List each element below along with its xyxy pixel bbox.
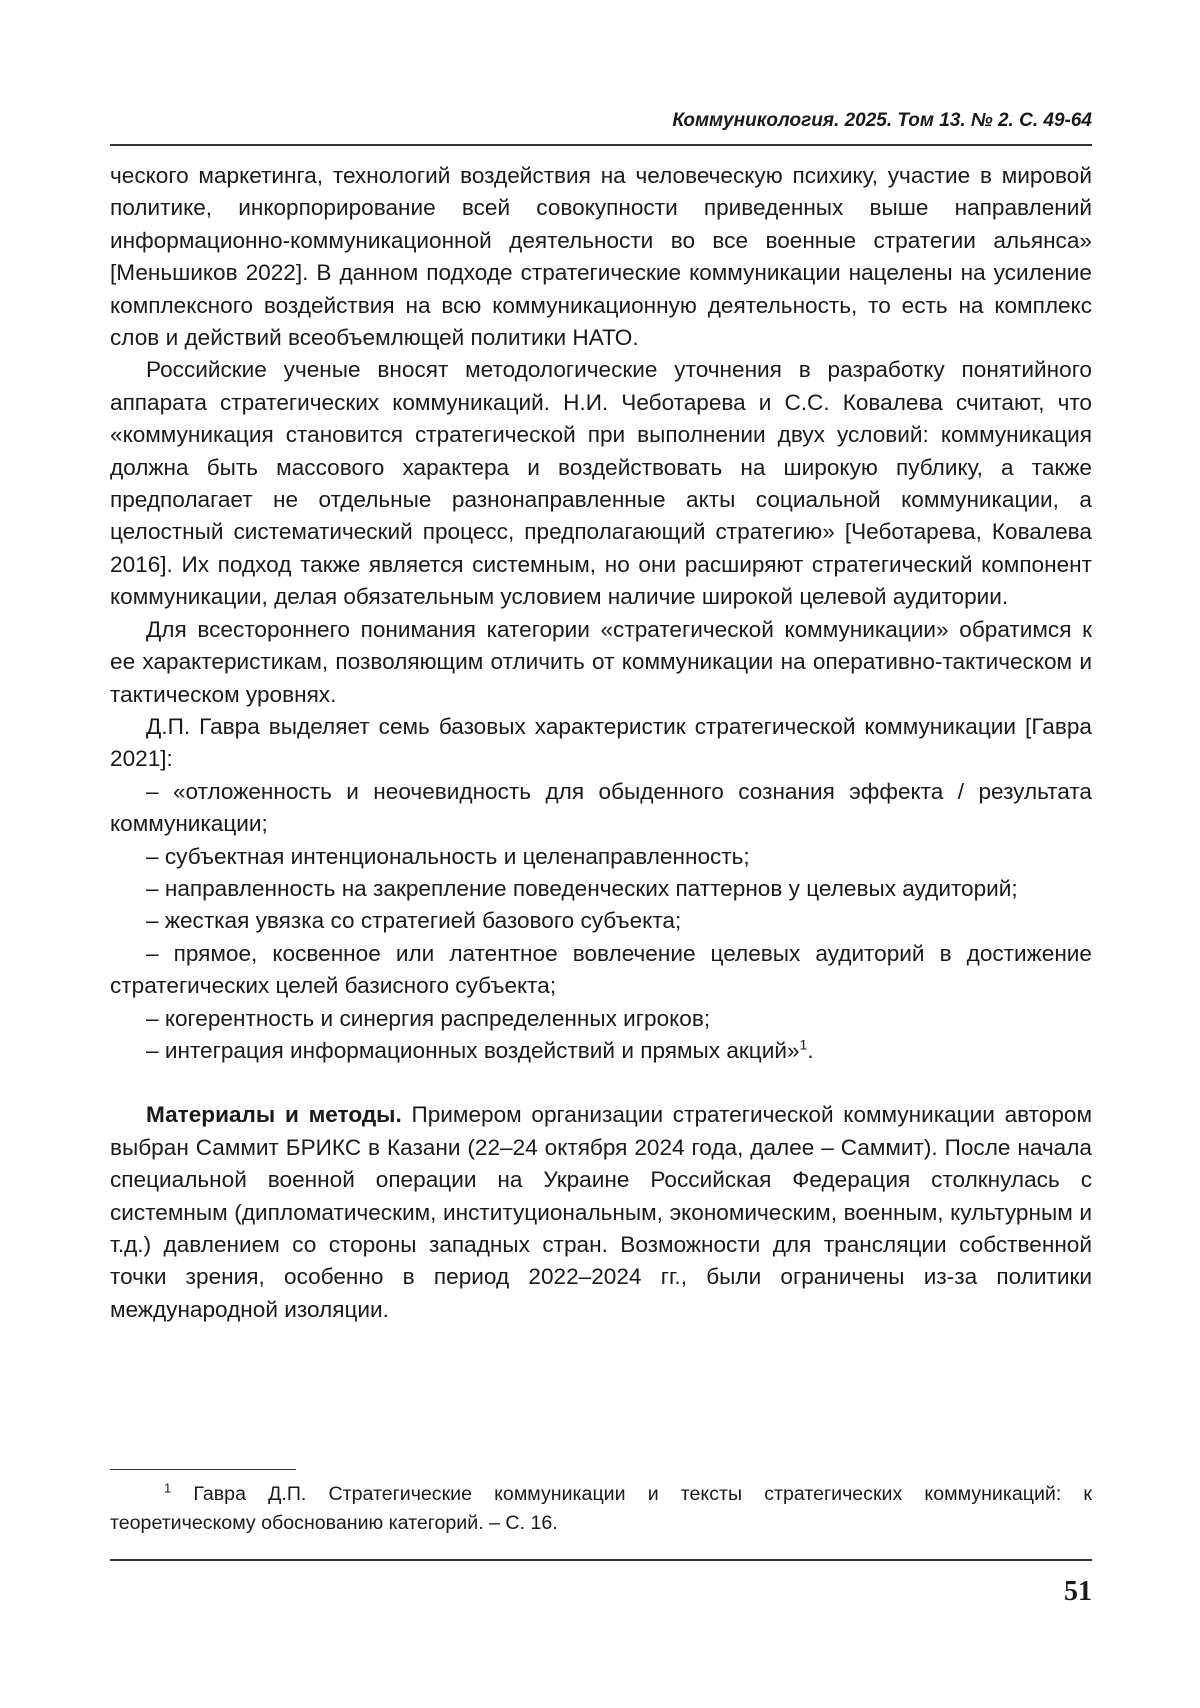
list-item: – «отложенность и неочевидность для обыденного сознания эффекта / результата коммуникации; [110,778,1092,837]
list-item-last [110,1035,1092,1067]
footnote-rule [110,1469,296,1470]
paragraph: Д.П. Гавра выделяет семь базовых характеристик стратегической коммуникации [Гавра 2021]: [110,713,1092,772]
running-head: Коммуникология. 2025. Том 13. № 2. С. 49-64 [672,110,1092,131]
footnote [110,1480,1092,1538]
list-end-punctuation: . [807,1037,814,1063]
footnote-mark: 1 [164,1480,172,1496]
list-item: – прямое, косвенное или латентное вовлечение целевых аудиторий в достижение стратегических целей базисного субъекта; [110,940,1092,999]
list-item: – жесткая увязка со стратегией базового субъекта; [146,908,682,934]
footnote-text: Гавра Д.П. Стратегические коммуникации и тексты стратегических коммуникаций: к теоретическому обоснованию категорий. – С. 16. [110,1483,1092,1534]
section-heading: Материалы и методы. [146,1102,402,1128]
page-number: 51 [1064,1576,1092,1607]
header-rule [110,144,1092,146]
list-item: – направленность на закрепление поведенческих паттернов у целевых аудиторий; [146,875,1018,901]
list-item: – субъектная интенциональность и целенаправленность; [146,843,750,869]
list-item-text: – интеграция информационных воздействий и прямых акций» [146,1037,800,1063]
list-item: – когерентность и синергия распределенных игроков; [146,1005,711,1031]
main-text [110,160,1092,1326]
methods-text: Примером организации стратегической коммуникации автором выбран Саммит БРИКС в Казани (22–24 октября 2024 года, далее – Саммит). После начала специальной военной операции на Украине Российская Федерация столкнулась с системным (дипломатическим, институциональным, экономическим, военным, культурным и т.д.) давлением со стороны западных стран. Возможности для трансляции собственной точки зрения, особенно в период 2022–2024 гг., были ограничены из-за политики международной изоляции. [110,1102,1092,1322]
paragraph: ческого маркетинга, технологий воздействия на человеческую психику, участие в мировой политике, инкорпорирование всей совокупности приведенных выше направлений информационно-коммуникационной деятельности во все военные стратегии альянса» [Меньшиков 2022]. В данном подходе стратегические коммуникации нацелены на усиление комплексного воздействия на всю коммуникационную деятельность, то есть на комплекс слов и действий всеобъемлющей политики НАТО. [110,163,1092,351]
paragraph: Для всестороннего понимания категории «стратегической коммуникации» обратимся к ее характеристикам, позволяющим отличить от коммуникации на оперативно-тактическом и тактическом уровнях. [110,616,1092,707]
section-gap [110,1067,1092,1099]
footer-rule [110,1559,1092,1561]
methods-paragraph [110,1099,1092,1326]
paragraph: Российские ученые вносят методологические уточнения в разработку понятийного аппарата стратегических коммуникаций. Н.И. Чеботарева и С.С. Ковалева считают, что «коммуникация становится стратегической при выполнении двух условий: коммуникация должна быть массового характера и воздействовать на широкую публику, а также предполагает не отдельные разнонаправленные акты социальной коммуникации, а целостный систематический процесс, предполагающий стратегию» [Чеботарева, Ковалева 2016]. Их подход также является системным, но они расширяют стратегический компонент коммуникации, делая обязательным условием наличие широкой целевой аудитории. [110,357,1092,610]
footnote-reference[interactable]: 1 [799,1036,808,1053]
